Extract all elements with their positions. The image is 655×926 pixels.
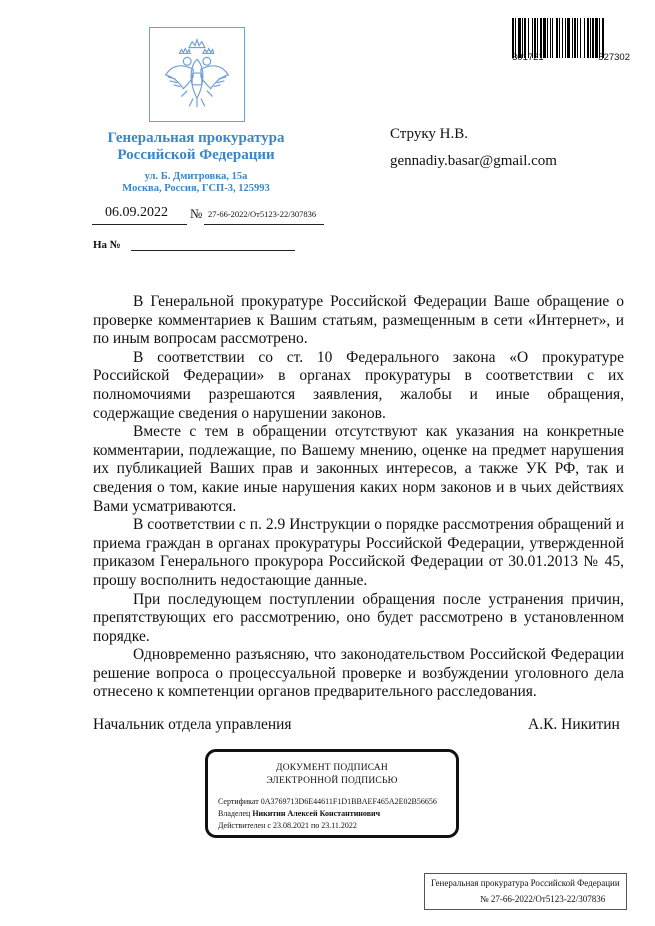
- number-underline: [204, 224, 324, 225]
- reply-to-label: На №: [93, 239, 121, 251]
- recipient-name: Струку Н.В.: [390, 126, 469, 142]
- barcode-left-number: 301721: [512, 52, 544, 63]
- signer-title: Начальник отдела управления: [93, 716, 292, 733]
- signer-name: А.К. Никитин: [528, 716, 620, 733]
- valid-label: Действителен: [218, 821, 266, 830]
- letter-body: [93, 293, 624, 702]
- stamp-certificate: [218, 797, 437, 806]
- reg-date: 06.09.2022: [105, 205, 168, 220]
- footer-reg-box: [424, 873, 627, 910]
- footer-org: Генеральная прокуратура Российской Федерации: [431, 878, 620, 888]
- barcode-numbers: [512, 52, 630, 63]
- org-line-1: Генеральная прокуратура: [107, 130, 285, 146]
- address-line-1: ул. Б. Дмитровка, 15а: [144, 171, 248, 182]
- certificate-label: Сертификат: [218, 797, 259, 806]
- body-paragraph: В соответствии со ст. 10 Федерального закона «О прокуратуре Российской Федерации» в органах прокуратуры в соответствии с их полномочиями разрешаются заявления, жалобы и иные обращения, содержащие сведения о нарушении законов.: [93, 348, 624, 422]
- stamp-line-2: ЭЛЕКТРОННОЙ ПОДПИСЬЮ: [266, 776, 398, 786]
- owner-value: Никитин Алексей Константинович: [252, 809, 381, 818]
- valid-to-label: по: [310, 821, 320, 830]
- body-paragraph: Вместе с тем в обращении отсутствуют как указания на конкретные комментарии, подлежащие, по Вашему мнению, оценке на предмет нарушения их публикацией Ваших прав и законных интересов, а также УК РФ, так и сведения о том, какие иные нарушения каких норм законов и в чьих действиях Вами усматриваются.: [93, 423, 624, 515]
- body-paragraph: В соответствии с п. 2.9 Инструкции о порядке рассмотрения обращений и приема граждан в органах прокуратуры Российской Федерации, утвержденной приказом Генерального прокурора Российской Федерации от 30.01.2013 № 45, прошу восполнить недостающие данные.: [93, 516, 624, 589]
- esignature-stamp: [205, 749, 459, 838]
- body-paragraph: При последующем поступлении обращения после устранения причин, препятствующих его рассмотрению, оно будет рассмотрено в установленном порядке.: [93, 590, 624, 645]
- valid-from-label: с: [267, 821, 271, 830]
- barcode-right-number: 527302: [598, 52, 630, 63]
- letterhead-address: [86, 171, 306, 195]
- footer-number: № 27-66-2022/От5123-22/307836: [480, 894, 606, 904]
- body-paragraph: В Генеральной прокуратуре Российской Федерации Ваше обращение о проверке комментариев к Вашим статьям, размещенным в сети «Интернет», и по иным вопросам рассмотрено.: [93, 293, 624, 348]
- letterhead-org: [86, 130, 306, 164]
- date-underline: [92, 224, 187, 225]
- reply-to-underline: [131, 250, 295, 251]
- emblem-icon: [149, 27, 245, 122]
- recipient-email: gennadiy.basar@gmail.com: [390, 153, 557, 169]
- body-paragraph: Одновременно разъясняю, что законодательством Российской Федерации решение вопроса о процессуальной проверке и возбуждении уголовного дела отнесено к компетенции органов предварительного расследования.: [93, 646, 624, 701]
- org-line-2: Российской Федерации: [117, 147, 275, 163]
- reg-number: 27-66-2022/От5123-22/307836: [208, 209, 317, 219]
- valid-to: 23.11.2022: [321, 821, 357, 830]
- stamp-line-1: ДОКУМЕНТ ПОДПИСАН: [276, 763, 388, 773]
- certificate-value: 0A3769713D6E44611F1D1BBAEF465A2E02B56656: [260, 797, 437, 806]
- reg-number-label: №: [190, 206, 203, 221]
- owner-label: Владелец: [218, 809, 251, 818]
- stamp-owner: [218, 809, 380, 818]
- stamp-validity: [218, 821, 357, 830]
- valid-from: 23.08.2021: [272, 821, 309, 830]
- address-line-2: Москва, Россия, ГСП-3, 125993: [122, 183, 270, 194]
